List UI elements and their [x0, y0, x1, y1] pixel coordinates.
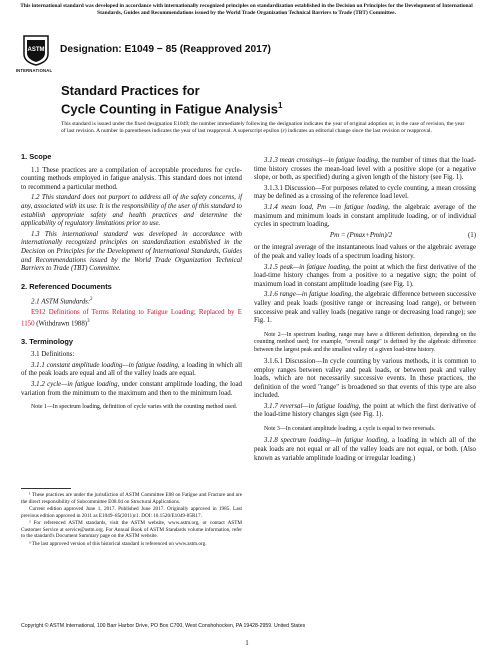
para-3-1-2: 3.1.2 cycle—in fatigue loading, under constant amplitude loading, the load variation from the minimum to the maximum and then to the minimum load.	[21, 381, 243, 397]
para-3-1-5: 3.1.5 peak—in fatigue loading, the point at which the first derivative of the load-time history changes from a positive to a negative sign; the point of maximum load in constant amplitude loading (see Fig. 1).	[254, 263, 477, 288]
para-2-1: 2.1 ASTM Standards:$^2$	[31, 297, 93, 306]
para-3-1-1: 3.1.1 constant amplitude loading—in fatigue loading, a loading in which all of the peak loads are equal and all of the valley loads are equal.	[21, 361, 242, 378]
para-3-1-3-1: 3.1.3.1 Discussion—For purposes related to cycle counting, a mean crossing may be defined as a crossing of the reference load level.	[254, 184, 476, 201]
left-column	[21, 149, 242, 416]
para-1-3: 1.3 This international standard was developed in accordance with internationally recognized principles on standardization established in the Decision on Principles for the Development of International Standards, Guides and Recommendations issued by the World Trade Organization Technical Barriers to Trade (TBT) Committee.	[21, 230, 242, 273]
svg-text:ASTM: ASTM	[27, 47, 45, 53]
para-3-1-6-1: 3.1.6.1 Discussion—In cycle counting by various methods, it is common to employ ranges between valley and peak loads, or between peak and valley loads, which are not necessarily successive events. In these practices, the definition of the word "range" is broadened so that events of this type are also included.	[254, 357, 476, 400]
footnote-2: ² For referenced ASTM standards, visit the ASTM website, www.astm.org, or contact ASTM Customer Service at service@astm.org. For Annual Book of ASTM Standards volume information, refer to the standard's Document Summary page on the ASTM website.	[21, 520, 242, 539]
footnote-3: ³ The last approved version of this historical standard is referenced on www.astm.org.	[29, 540, 207, 547]
astm-logo-icon	[22, 34, 50, 66]
para-1-2: 1.2 This standard does not purport to address all of the safety concerns, if any, associated with its use. It is the responsibility of the user of this standard to establish appropriate safety and health practices and determine the applicability of regulatory limitations prior to use.	[21, 194, 242, 228]
reference-e912: E912 Definitions of Terms Relating to Fatigue Loading; Replaced by E 1150 (Withdrawn 1988)$^3$	[21, 309, 242, 328]
document-title	[61, 83, 282, 116]
section-terminology-heading: 3. Terminology	[21, 336, 74, 346]
para-3-1-4: 3.1.4 mean load, Pm —in fatigue loading, the algebraic average of the maximum and minimum loads in constant amplitude loading, or of individual cycles in spectrum loading,	[254, 203, 476, 229]
section-referenced-documents-heading: 2. Referenced Documents	[21, 281, 112, 291]
equation-number: (1)	[467, 231, 476, 239]
title-line-1: Standard Practices for	[61, 83, 200, 98]
equation-1	[254, 232, 476, 241]
footnotes	[21, 492, 242, 548]
standard-notice: This international standard was developed in accordance with internationally recognized principles on standardization established in the Decision on Principles for the Development of International Standards, Guides and Recommendations issued by the World Trade Organization Technical Barriers to Trade (TBT) Committee.	[20, 3, 473, 16]
copyright-line: Copyright © ASTM International, 100 Barr Harbor Drive, PO Box C700, West Conshohocken, PA 19428-2959. United States	[21, 623, 306, 629]
ref-e912-title-link[interactable]: Definitions of Terms Relating to Fatigue Loading; Replaced by E 1150	[21, 309, 242, 328]
title-footnote-mark: 1	[277, 101, 283, 110]
para-3-1-3: 3.1.3 mean crossings—in fatigue loading, the number of times that the load-time history crosses the mean-load level with a positive slope (or a negative slope, or both, as specified) during a given length of the history (see Fig. 1).	[254, 157, 476, 182]
issued-note: This standard is issued under the fixed designation E1049; the number immediately following the designation indicates the year of original adoption or, in the case of revision, the year of last revision. A number in parentheses indicates the year of last reapproval. A superscript epsilon (ε) indicates an editorial change since the last revision or reapproval.	[61, 121, 465, 135]
footnote-1b: Current edition approved June 1, 2017. Published June 2017. Originally approved in 1985. Last previous edition approved in 2011 as E1049–85(2011)ε1. DOI: 10.1520/E1049-85R17.	[21, 506, 242, 519]
title-line-2: Cycle Counting in Fatigue Analysis$^1$	[61, 101, 283, 117]
para-1-1: 1.1 These practices are a compilation of acceptable procedures for cycle-counting methods employed in fatigue analysis. This standard does not intend to recommend a particular method.	[21, 166, 242, 191]
note-1: Note 1—In spectrum loading, definition of cycle varies with the counting method used.	[31, 404, 238, 411]
section-scope-heading: 1. Scope	[21, 152, 52, 161]
footnote-1: ¹ These practices are under the jurisdiction of ASTM Committee E08 on Fatigue and Fracture and are the direct responsibility of Subcommittee E08.04 on Structural Applications.	[21, 492, 242, 505]
para-3-1-7: 3.1.7 reversal—in fatigue loading, the point at which the first derivative of the load-time history changes sign (see Fig. 1).	[254, 402, 476, 419]
logo-caption: INTERNATIONAL	[15, 68, 53, 73]
right-column	[254, 157, 476, 465]
ref-e912-link[interactable]: E912	[31, 309, 46, 317]
para-3-1: 3.1 Definitions:	[31, 351, 75, 359]
note-3: Note 3—In constant amplitude loading, a cycle is equal to two reversals.	[264, 426, 436, 433]
page-number: 1	[245, 639, 249, 647]
para-3-1-8: 3.1.8 spectrum loading—in fatigue loading, a loading in which all of the peak loads are not equal or all of the valley loads are not equal, or both. (Also known as variable amplitude loading or irregular loading.)	[254, 437, 476, 462]
para-3-1-4-cont: or the integral average of the instantaneous load values or the algebraic average of the peak and valley loads of a spectrum loading history.	[254, 244, 476, 260]
designation: Designation: E1049 − 85 (Reapproved 2017)	[60, 44, 271, 55]
para-3-1-6: 3.1.6 range—in fatigue loading, the algebraic difference between successive valley and peak loads (positive range or increasing load range), or between successive peak and valley loads (negative range or decreasing load range); see Fig. 1.	[254, 291, 476, 325]
equation-body: Pm = (Pmax+Pmin)/2	[329, 231, 393, 239]
footnote-separator	[21, 488, 71, 489]
note-2: Note 2—In spectrum loading, range may have a different definition, depending on the counting method used; for example, "overall range" is defined by the algebraic difference between the largest peak and the smallest valley of a given load-time history.	[254, 331, 476, 353]
